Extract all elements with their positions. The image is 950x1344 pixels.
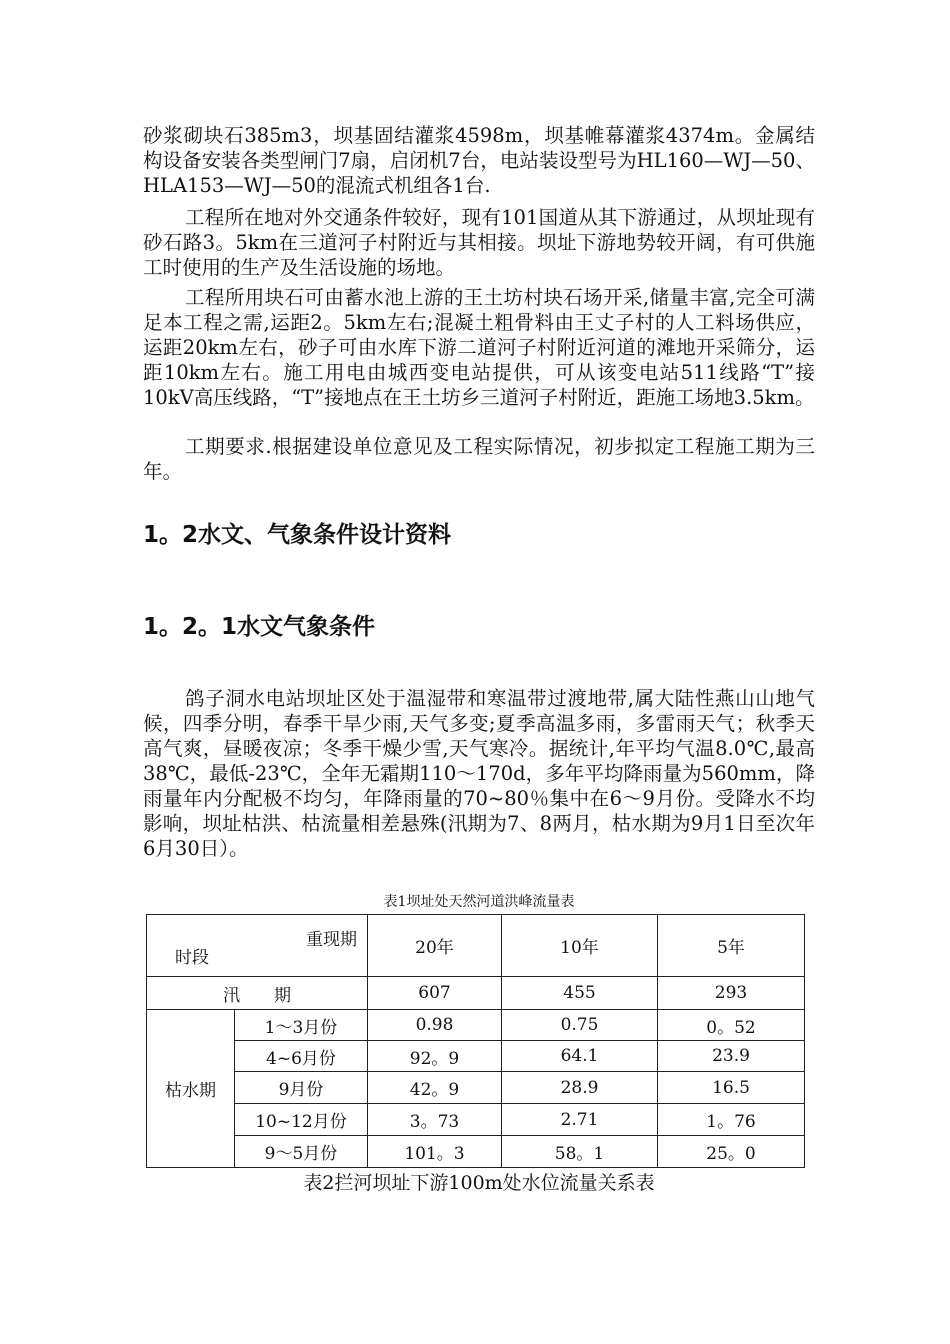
table-cell: 455 bbox=[502, 977, 658, 1010]
header-return-period: 重现期 bbox=[306, 930, 357, 950]
table-cell: 64.1 bbox=[502, 1041, 658, 1072]
table-cell: 16.5 bbox=[658, 1072, 805, 1104]
paragraph-materials: 砂浆砌块石385m3，坝基固结灌浆4598m，坝基帷幕灌浆4374m。金属结构设备安装各类型闸门7扇，启闭机7台，电站装设型号为HL160—WJ—50、HLA153—WJ—50的混流式机组各1台. bbox=[143, 124, 815, 197]
table-cell: 25。0 bbox=[658, 1136, 805, 1168]
period-cell: 10~12月份 bbox=[235, 1104, 368, 1136]
table-cell: 58。1 bbox=[502, 1136, 658, 1168]
table-row bbox=[147, 1010, 805, 1041]
table-cell: 0。52 bbox=[658, 1010, 805, 1041]
table-corner-cell bbox=[147, 915, 368, 977]
table1-caption: 表1坝址处天然河道洪峰流量表 bbox=[383, 894, 575, 910]
flood-peak-table bbox=[146, 914, 805, 1168]
table2-caption: 表2拦河坝址下游100m处水位流量关系表 bbox=[303, 1172, 655, 1194]
period-cell: 9～5月份 bbox=[235, 1136, 368, 1168]
table-cell: 101。3 bbox=[368, 1136, 502, 1168]
period-cell: 1～3月份 bbox=[235, 1010, 368, 1041]
paragraph-schedule: 工期要求.根据建设单位意见及工程实际情况，初步拟定工程施工期为三年。 bbox=[143, 435, 815, 483]
column-header-10yr: 10年 bbox=[502, 915, 658, 977]
table-cell: 23.9 bbox=[658, 1041, 805, 1072]
paragraph-climate: 鸽子洞水电站坝址区处于温湿带和寒温带过渡地带,属大陆性燕山山地气候，四季分明，春季干旱少雨,天气多变;夏季高温多雨，多雷雨天气；秋季天高气爽，昼暖夜凉；冬季干燥少雪,天气寒冷。据统计,年平均气温8.0℃,最高38℃，最低-23℃，全年无霜期110～170d，多年平均降雨量为560mm，降雨量年内分配极不均匀，年降雨量的70~80％集中在6～9月份。受降水不均影响，坝址枯洪、枯流量相差悬殊(汛期为7、8两月，枯水期为9月1日至次年6月30日）。 bbox=[143, 687, 815, 860]
table-row bbox=[147, 1041, 805, 1072]
table-cell: 92。9 bbox=[368, 1041, 502, 1072]
table-cell: 607 bbox=[368, 977, 502, 1010]
column-header-20yr: 20年 bbox=[368, 915, 502, 977]
table-cell: 0.98 bbox=[368, 1010, 502, 1041]
table-cell: 1。76 bbox=[658, 1104, 805, 1136]
table-row bbox=[147, 1104, 805, 1136]
table-cell: 0.75 bbox=[502, 1010, 658, 1041]
table-header-row bbox=[147, 915, 805, 977]
table-cell: 293 bbox=[658, 977, 805, 1010]
paragraph-transport: 工程所在地对外交通条件较好，现有101国道从其下游通过，从坝址现有砂石路3。5km在三道河子村附近与其相接。坝址下游地势较开阔，有可供施工时使用的生产及生活设施的场地。 bbox=[143, 206, 815, 279]
section-heading: 1。2水文、气象条件设计资料 bbox=[143, 522, 452, 548]
flood-season-label: 汛 期 bbox=[147, 977, 368, 1010]
period-cell: 9月份 bbox=[235, 1072, 368, 1104]
table-cell: 42。9 bbox=[368, 1072, 502, 1104]
header-time-period: 时段 bbox=[175, 948, 209, 968]
paragraph-materials-supply: 工程所用块石可由蓄水池上游的王土坊村块石场开采,储量丰富,完全可满足本工程之需,运距2。5km左右;混凝土粗骨料由王丈子村的人工料场供应，运距20km左右，砂子可由水库下游二道河子村附近河道的滩地开采筛分，运距10km左右。施工用电由城西变电站提供，可从该变电站511线路“T”接10kV高压线路，“T”接地点在王土坊乡三道河子村附近，距施工场地3.5km。 bbox=[143, 286, 815, 409]
subsection-heading: 1。2。1水文气象条件 bbox=[143, 614, 376, 640]
table-row bbox=[147, 977, 805, 1010]
table-cell: 28.9 bbox=[502, 1072, 658, 1104]
table-row bbox=[147, 1072, 805, 1104]
period-cell: 4~6月份 bbox=[235, 1041, 368, 1072]
table-cell: 3。73 bbox=[368, 1104, 502, 1136]
column-header-5yr: 5年 bbox=[658, 915, 805, 977]
dry-season-label: 枯水期 bbox=[147, 1010, 235, 1168]
table-row bbox=[147, 1136, 805, 1168]
table-cell: 2.71 bbox=[502, 1104, 658, 1136]
